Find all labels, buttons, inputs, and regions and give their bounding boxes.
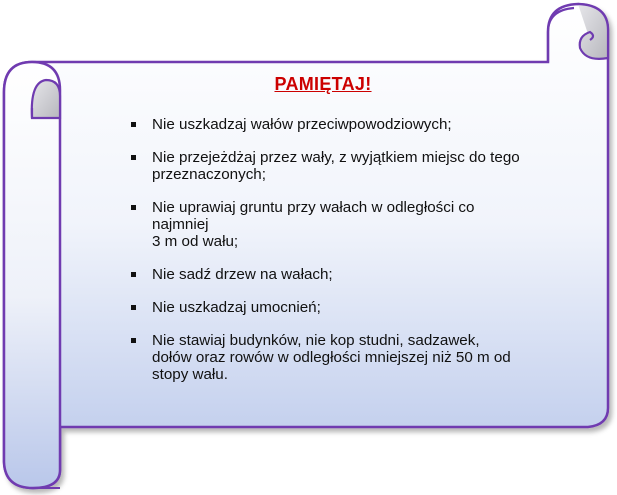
list-item: [128, 266, 568, 283]
list-item: [128, 149, 568, 183]
bullet-icon: [131, 305, 136, 310]
rule-line: Nie stawiaj budynków, nie kop studni, sadzawek,: [152, 332, 480, 349]
list-item: [128, 116, 568, 133]
bullet-icon: [131, 272, 136, 277]
rule-line: 3 m od wału;: [152, 233, 239, 250]
rule-line: Nie uprawiaj gruntu przy wałach w odległości co: [152, 199, 475, 216]
page-title: PAMIĘTAJ!: [274, 74, 372, 94]
scroll-left-curl-icon: [32, 80, 60, 118]
bullet-icon: [131, 155, 136, 160]
list-item: [128, 299, 568, 316]
rule-line: przeznaczonych;: [152, 166, 266, 183]
rule-line: Nie sadź drzew na wałach;: [152, 266, 333, 283]
rule-line: najmniej: [152, 216, 209, 233]
bullet-icon: [131, 122, 136, 127]
rule-line: Nie uszkadzaj wałów przeciwpowodziowych;: [152, 116, 452, 133]
rule-line: stopy wału.: [152, 366, 228, 383]
bullet-icon: [131, 205, 136, 210]
list-item: [128, 332, 568, 383]
list-item: [128, 199, 568, 250]
rule-line: dołów oraz rowów w odległości mniejszej niż 50 m od: [152, 349, 511, 366]
scroll-left-roll: [4, 62, 60, 488]
rule-line: Nie przejeżdżaj przez wały, z wyjątkiem miejsc do tego: [152, 149, 520, 166]
rule-line: Nie uszkadzaj umocnień;: [152, 299, 321, 316]
bullet-icon: [131, 338, 136, 343]
rules-list: [128, 116, 568, 399]
